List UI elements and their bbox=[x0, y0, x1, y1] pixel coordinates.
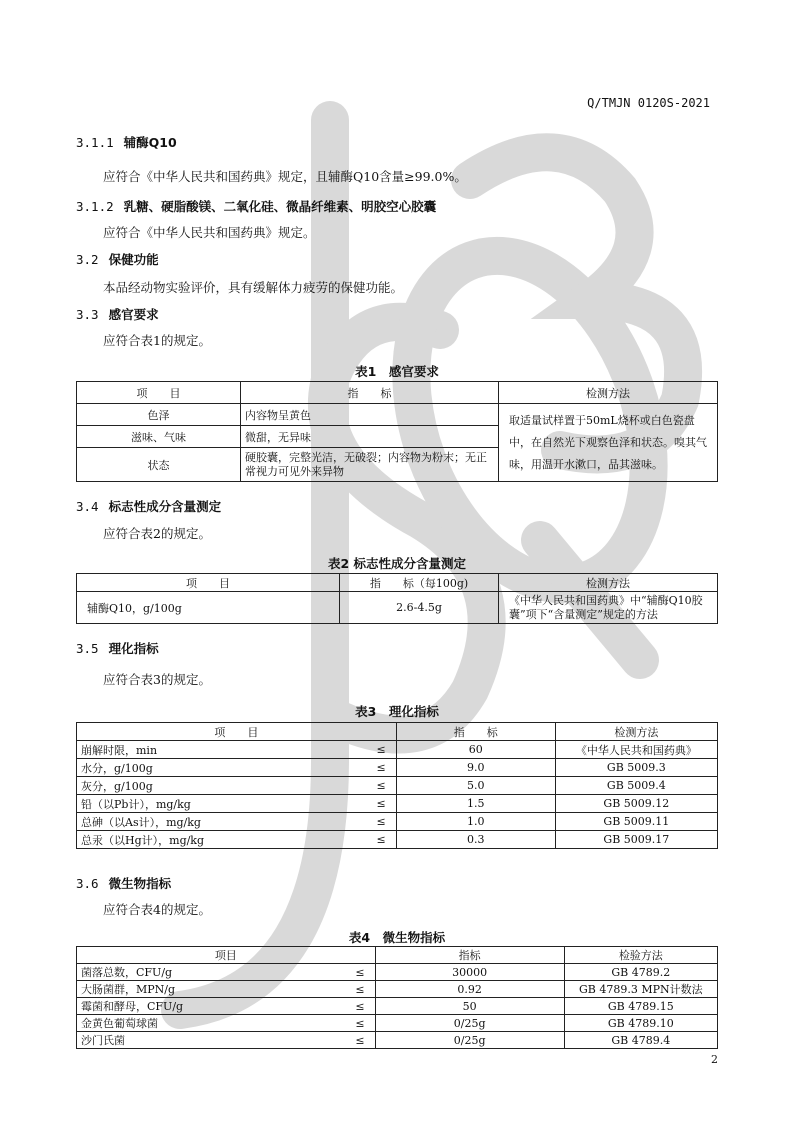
table4-cell-item: 大肠菌群，MPN/g bbox=[77, 981, 341, 998]
table1-caption: 表1 感官要求 bbox=[355, 364, 439, 379]
table4-microbial bbox=[76, 946, 718, 1049]
table3-cell-item: 水分，g/100g bbox=[77, 759, 362, 777]
table4-cell-value: 0/25g bbox=[375, 1015, 564, 1032]
table-row bbox=[77, 741, 718, 759]
table2-caption: 表2 标志性成分含量测定 bbox=[327, 556, 467, 571]
section-3-1-2-text: 应符合《中华人民共和国药典》规定。 bbox=[103, 225, 316, 240]
table-row bbox=[77, 777, 718, 795]
table4-cell-method: GB 4789.3 MPN计数法 bbox=[564, 981, 717, 998]
table4-cell-method: GB 4789.2 bbox=[564, 964, 717, 981]
section-3-1-2-heading bbox=[76, 197, 436, 215]
table4-header-item: 项目 bbox=[77, 947, 376, 964]
table4-cell-method: GB 4789.15 bbox=[564, 998, 717, 1015]
table3-cell-symbol: ≤ bbox=[362, 759, 397, 777]
table3-cell-item: 总汞（以Hg计），mg/kg bbox=[77, 831, 362, 849]
table-row bbox=[77, 759, 718, 777]
table3-cell-value: 0.3 bbox=[396, 831, 555, 849]
table3-cell-method: GB 5009.3 bbox=[555, 759, 717, 777]
table4-cell-item: 霉菌和酵母，CFU/g bbox=[77, 998, 341, 1015]
table4-cell-item: 金黄色葡萄球菌 bbox=[77, 1015, 341, 1032]
table4-cell-method: GB 4789.4 bbox=[564, 1032, 717, 1049]
table1-cell-item: 滋味、气味 bbox=[77, 426, 241, 448]
table2-header-index: 指 标（每100g) bbox=[340, 574, 499, 592]
table3-cell-method: 《中华人民共和国药典》 bbox=[555, 741, 717, 759]
table1-cell-value: 硬胶囊，完整光洁，无破裂；内容物为粉末；无正常视力可见外来异物 bbox=[241, 448, 499, 482]
table4-cell-symbol: ≤ bbox=[341, 964, 376, 981]
page-number: 2 bbox=[711, 1053, 718, 1066]
table3-cell-symbol: ≤ bbox=[362, 795, 397, 813]
table4-header-method: 检验方法 bbox=[564, 947, 717, 964]
table3-cell-method: GB 5009.4 bbox=[555, 777, 717, 795]
section-3-4-heading bbox=[76, 497, 221, 515]
section-number: 3.1.1 bbox=[76, 135, 114, 150]
table4-cell-value: 0.92 bbox=[375, 981, 564, 998]
table-row bbox=[77, 592, 718, 624]
table3-cell-method: GB 5009.11 bbox=[555, 813, 717, 831]
table3-cell-item: 崩解时限，min bbox=[77, 741, 362, 759]
table-row bbox=[77, 1015, 718, 1032]
table4-cell-value: 50 bbox=[375, 998, 564, 1015]
table3-cell-symbol: ≤ bbox=[362, 831, 397, 849]
table-row bbox=[77, 813, 718, 831]
table-row bbox=[77, 795, 718, 813]
section-3-6-text: 应符合表4的规定。 bbox=[103, 902, 211, 917]
table2-header-item: 项 目 bbox=[77, 574, 340, 592]
table3-cell-symbol: ≤ bbox=[362, 741, 397, 759]
table3-cell-method: GB 5009.17 bbox=[555, 831, 717, 849]
table4-cell-value: 30000 bbox=[375, 964, 564, 981]
section-number: 3.2 bbox=[76, 252, 99, 267]
section-number: 3.6 bbox=[76, 876, 99, 891]
table-row bbox=[77, 1032, 718, 1049]
table3-cell-value: 5.0 bbox=[396, 777, 555, 795]
table1-cell-method: 取适量试样置于50mL烧杯或白色瓷盘中，在自然光下观察色泽和状态。嗅其气味，用温开水漱口，品其滋味。 bbox=[499, 404, 718, 482]
section-title: 感官要求 bbox=[108, 307, 159, 322]
table1-cell-value: 微甜，无异味 bbox=[241, 426, 499, 448]
section-number: 3.3 bbox=[76, 307, 99, 322]
table3-cell-item: 灰分，g/100g bbox=[77, 777, 362, 795]
table3-cell-item: 铅（以Pb计），mg/kg bbox=[77, 795, 362, 813]
table4-header-index: 指标 bbox=[375, 947, 564, 964]
table4-cell-symbol: ≤ bbox=[341, 1015, 376, 1032]
table1-cell-item: 色泽 bbox=[77, 404, 241, 426]
table3-cell-item: 总砷（以As计），mg/kg bbox=[77, 813, 362, 831]
section-3-3-heading bbox=[76, 305, 159, 323]
table3-cell-value: 60 bbox=[396, 741, 555, 759]
section-3-5-text: 应符合表3的规定。 bbox=[103, 672, 211, 687]
table2-header-method: 检测方法 bbox=[499, 574, 718, 592]
table4-cell-value: 0/25g bbox=[375, 1032, 564, 1049]
table4-cell-method: GB 4789.10 bbox=[564, 1015, 717, 1032]
table-row bbox=[77, 998, 718, 1015]
section-3-1-1-heading bbox=[76, 133, 177, 151]
section-3-4-text: 应符合表2的规定。 bbox=[103, 526, 211, 541]
table4-cell-symbol: ≤ bbox=[341, 1032, 376, 1049]
table4-cell-symbol: ≤ bbox=[341, 981, 376, 998]
section-number: 3.5 bbox=[76, 641, 99, 656]
table2-marker-content bbox=[76, 573, 718, 624]
table2-cell-method: 《中华人民共和国药典》中“辅酶Q10胶囊”项下“含量测定”规定的方法 bbox=[499, 592, 718, 624]
table3-header-method: 检测方法 bbox=[555, 723, 717, 741]
table1-sensory bbox=[76, 381, 718, 482]
section-3-6-heading bbox=[76, 874, 171, 892]
table4-cell-symbol: ≤ bbox=[341, 998, 376, 1015]
table3-cell-value: 1.0 bbox=[396, 813, 555, 831]
table3-cell-value: 1.5 bbox=[396, 795, 555, 813]
table3-cell-value: 9.0 bbox=[396, 759, 555, 777]
section-3-2-text: 本品经动物实验评价，具有缓解体力疲劳的保健功能。 bbox=[103, 280, 404, 295]
table3-cell-method: GB 5009.12 bbox=[555, 795, 717, 813]
table3-physicochemical bbox=[76, 722, 718, 849]
table3-header-index: 指 标 bbox=[396, 723, 555, 741]
section-3-3-text: 应符合表1的规定。 bbox=[103, 333, 211, 348]
section-3-2-heading bbox=[76, 250, 159, 268]
section-title: 微生物指标 bbox=[108, 876, 172, 891]
table3-cell-symbol: ≤ bbox=[362, 777, 397, 795]
section-title: 保健功能 bbox=[108, 252, 159, 267]
table2-cell-value: 2.6-4.5g bbox=[340, 592, 499, 624]
table3-cell-symbol: ≤ bbox=[362, 813, 397, 831]
table1-cell-item: 状态 bbox=[77, 448, 241, 482]
table1-header-item: 项 目 bbox=[77, 382, 241, 404]
table3-caption: 表3 理化指标 bbox=[355, 704, 439, 719]
table-row bbox=[77, 831, 718, 849]
table4-cell-item: 菌落总数，CFU/g bbox=[77, 964, 341, 981]
section-title: 辅酶Q10 bbox=[123, 135, 177, 150]
section-title: 标志性成分含量测定 bbox=[108, 499, 222, 514]
table4-cell-item: 沙门氏菌 bbox=[77, 1032, 341, 1049]
table-row bbox=[77, 964, 718, 981]
table1-header-method: 检测方法 bbox=[499, 382, 718, 404]
table-row bbox=[77, 981, 718, 998]
table3-header-item: 项 目 bbox=[77, 723, 397, 741]
table1-cell-value: 内容物呈黄色 bbox=[241, 404, 499, 426]
section-number: 3.4 bbox=[76, 499, 99, 514]
table-row bbox=[77, 404, 718, 426]
table1-header-index: 指 标 bbox=[241, 382, 499, 404]
table2-cell-item: 辅酶Q10，g/100g bbox=[77, 592, 340, 624]
section-number: 3.1.2 bbox=[76, 199, 114, 214]
section-title: 乳糖、硬脂酸镁、二氧化硅、微晶纤维素、明胶空心胶囊 bbox=[123, 199, 437, 214]
table4-caption: 表4 微生物指标 bbox=[348, 930, 446, 945]
section-title: 理化指标 bbox=[108, 641, 159, 656]
document-code: Q/TMJN 0120S-2021 bbox=[587, 96, 710, 110]
section-3-1-1-text: 应符合《中华人民共和国药典》规定，且辅酶Q10含量≥99.0%。 bbox=[103, 169, 467, 184]
section-3-5-heading bbox=[76, 639, 159, 657]
